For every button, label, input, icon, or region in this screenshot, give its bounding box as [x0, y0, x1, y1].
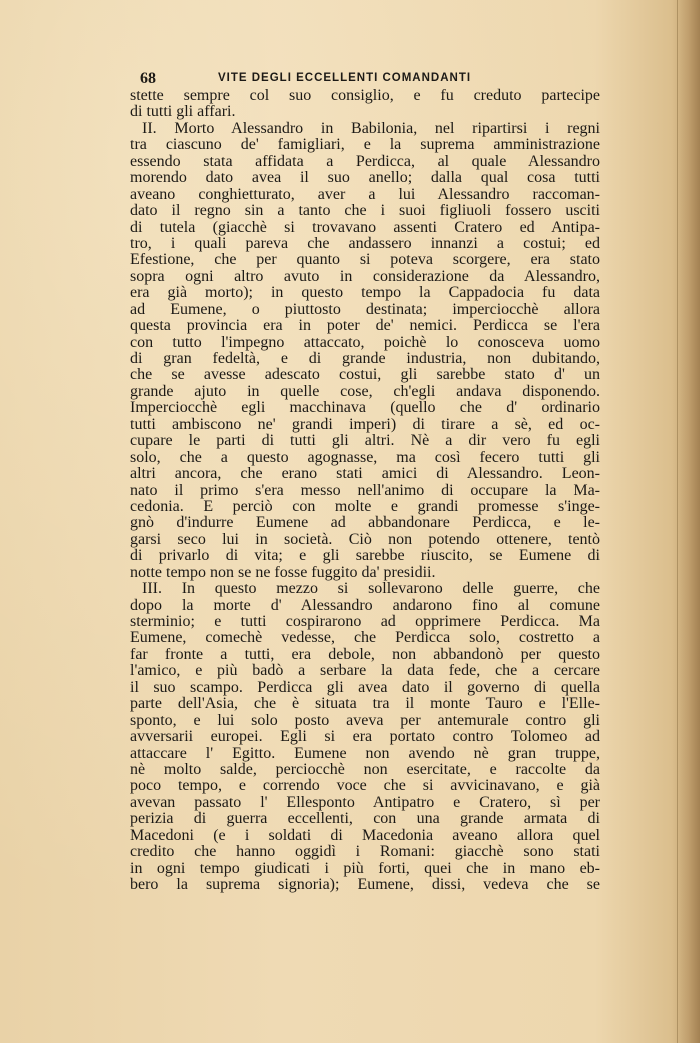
text-line: di tutela (giacchè si trovavano assenti Cratero ed Antipa- — [130, 218, 600, 236]
text-line: di tutti gli affari. — [130, 103, 236, 121]
text-line: avevan passato l' Ellesponto Antipatro e Cratero, sì per — [130, 793, 600, 811]
body-text — [130, 88, 600, 893]
text-line: bero la suprema signoria); Eumene, dissi, vedeva che se — [130, 876, 600, 893]
text-line: Imperciocchè egli macchinava (quello che d' ordinario — [130, 399, 600, 417]
text-line: tro, i quali pareva che andassero innanzi a costui; ed — [130, 234, 600, 252]
text-line: aveano conghietturato, aver a lui Alessandro raccoman- — [130, 185, 600, 203]
text-line: dato il regno sin a tanto che i suoi figliuoli fossero usciti — [130, 202, 600, 220]
text-line: in ogni tempo giudicati i più forti, quei che in mano eb- — [130, 859, 600, 877]
text-line: era già morto); in questo tempo la Cappadocia fu data — [130, 284, 600, 302]
text-line: cupare le parti di tutti gli altri. Nè a dir vero fu egli — [130, 432, 600, 450]
text-line: sterminio; e tutti cospirarono ad opprimere Perdicca. Ma — [130, 613, 600, 630]
text-line: far fronte a tutti, era debole, non abbandonò per questo — [130, 645, 600, 663]
text-line: morendo dato avea il suo anello; dalla qual cosa tutti — [130, 169, 600, 187]
running-title: VITE DEGLI ECCELLENTI COMANDANTI — [218, 72, 472, 84]
text-line: altri ancora, che erano stati amici di Alessandro. Leon- — [130, 465, 600, 483]
text-line: notte tempo non se ne fosse fuggito da' presidii. — [130, 563, 436, 581]
text-line: essendo stata affidata a Perdicca, al quale Alessandro — [130, 152, 600, 170]
text-line: con tutto l'impegno attaccato, poichè lo conosceva uomo — [130, 333, 600, 351]
text-line: sponto, e lui solo posto aveva per antemurale contro gli — [130, 711, 600, 729]
text-line: cedonia. E perciò con molte e grandi promesse s'inge- — [130, 497, 600, 515]
text-line: tra ciascuno de' famigliari, e la suprema amministrazione — [130, 136, 600, 154]
page-fold-line — [677, 0, 678, 1043]
text-line: parte dell'Asia, che è situata tra il monte Tauro e l'Elle- — [130, 695, 600, 713]
text-line: grande ajuto in quelle cose, ch'egli andava disponendo. — [130, 382, 600, 400]
text-line: di privarlo di vita; e gli sarebbe riuscito, se Eumene di — [130, 547, 600, 565]
page-number: 68 — [140, 70, 156, 87]
text-line: perizia di guerra eccellenti, con una grande armata di — [130, 810, 600, 828]
text-line: ad Eumene, o piuttosto destinata; imperciocchè allora — [130, 300, 600, 318]
text-line: stette sempre col suo consiglio, e fu creduto partecipe — [130, 87, 600, 104]
text-line: nato il primo s'era messo nell'animo di occupare la Ma- — [130, 481, 600, 499]
text-line: tutti ambiscono ne' grandi imperi) di tirare a sè, ed oc- — [130, 415, 600, 433]
text-line: nè molto salde, perciocchè non esercitate, e raccolte da — [130, 760, 600, 778]
text-line: Eumene, comechè vedesse, che Perdicca solo, costretto a — [130, 629, 600, 647]
text-line: avversarii europei. Egli si era portato contro Tolomeo ad — [130, 728, 600, 746]
text-line: l'amico, e più badò a serbare la data fede, che a cercare — [130, 662, 600, 680]
text-line: gnò d'indurre Eumene ad abbandonare Perdicca, e le- — [130, 514, 600, 532]
text-line: Macedoni (e i soldati di Macedonia aveano allora quel — [130, 826, 600, 844]
text-line: dopo la morte d' Alessandro andarono fino al comune — [130, 596, 600, 614]
text-line: III. In questo mezzo si sollevarono delle guerre, che — [142, 580, 600, 598]
text-line: Efestione, che per quanto si poteva scorgere, era stato — [130, 251, 600, 269]
text-line: attaccare l' Egitto. Eumene non avendo nè gran truppe, — [130, 744, 600, 762]
text-line: poco tempo, e correndo voce che si avvicinavano, e già — [130, 777, 600, 795]
text-line: garsi seco lui in società. Ciò non potendo ottenere, tentò — [130, 530, 600, 548]
text-line: sopra ogni altro avuto in considerazione da Alessandro, — [130, 267, 600, 285]
text-line: credito che hanno oggidì i Romani: giacchè sono stati — [130, 843, 600, 861]
text-line: che se avesse adescato costui, gli sarebbe stato d' un — [130, 366, 600, 384]
text-line: di gran fedeltà, e di grande industria, non dubitando, — [130, 350, 600, 367]
text-line: questa provincia era in poter de' nemici. Perdicca se l'era — [130, 317, 600, 335]
text-line: il suo scampo. Perdicca gli avea dato il governo di quella — [130, 678, 600, 696]
text-line: solo, che a questo agognasse, ma così fecero tutti gli — [130, 448, 600, 466]
text-line: II. Morto Alessandro in Babilonia, nel ripartirsi i regni — [142, 119, 600, 137]
